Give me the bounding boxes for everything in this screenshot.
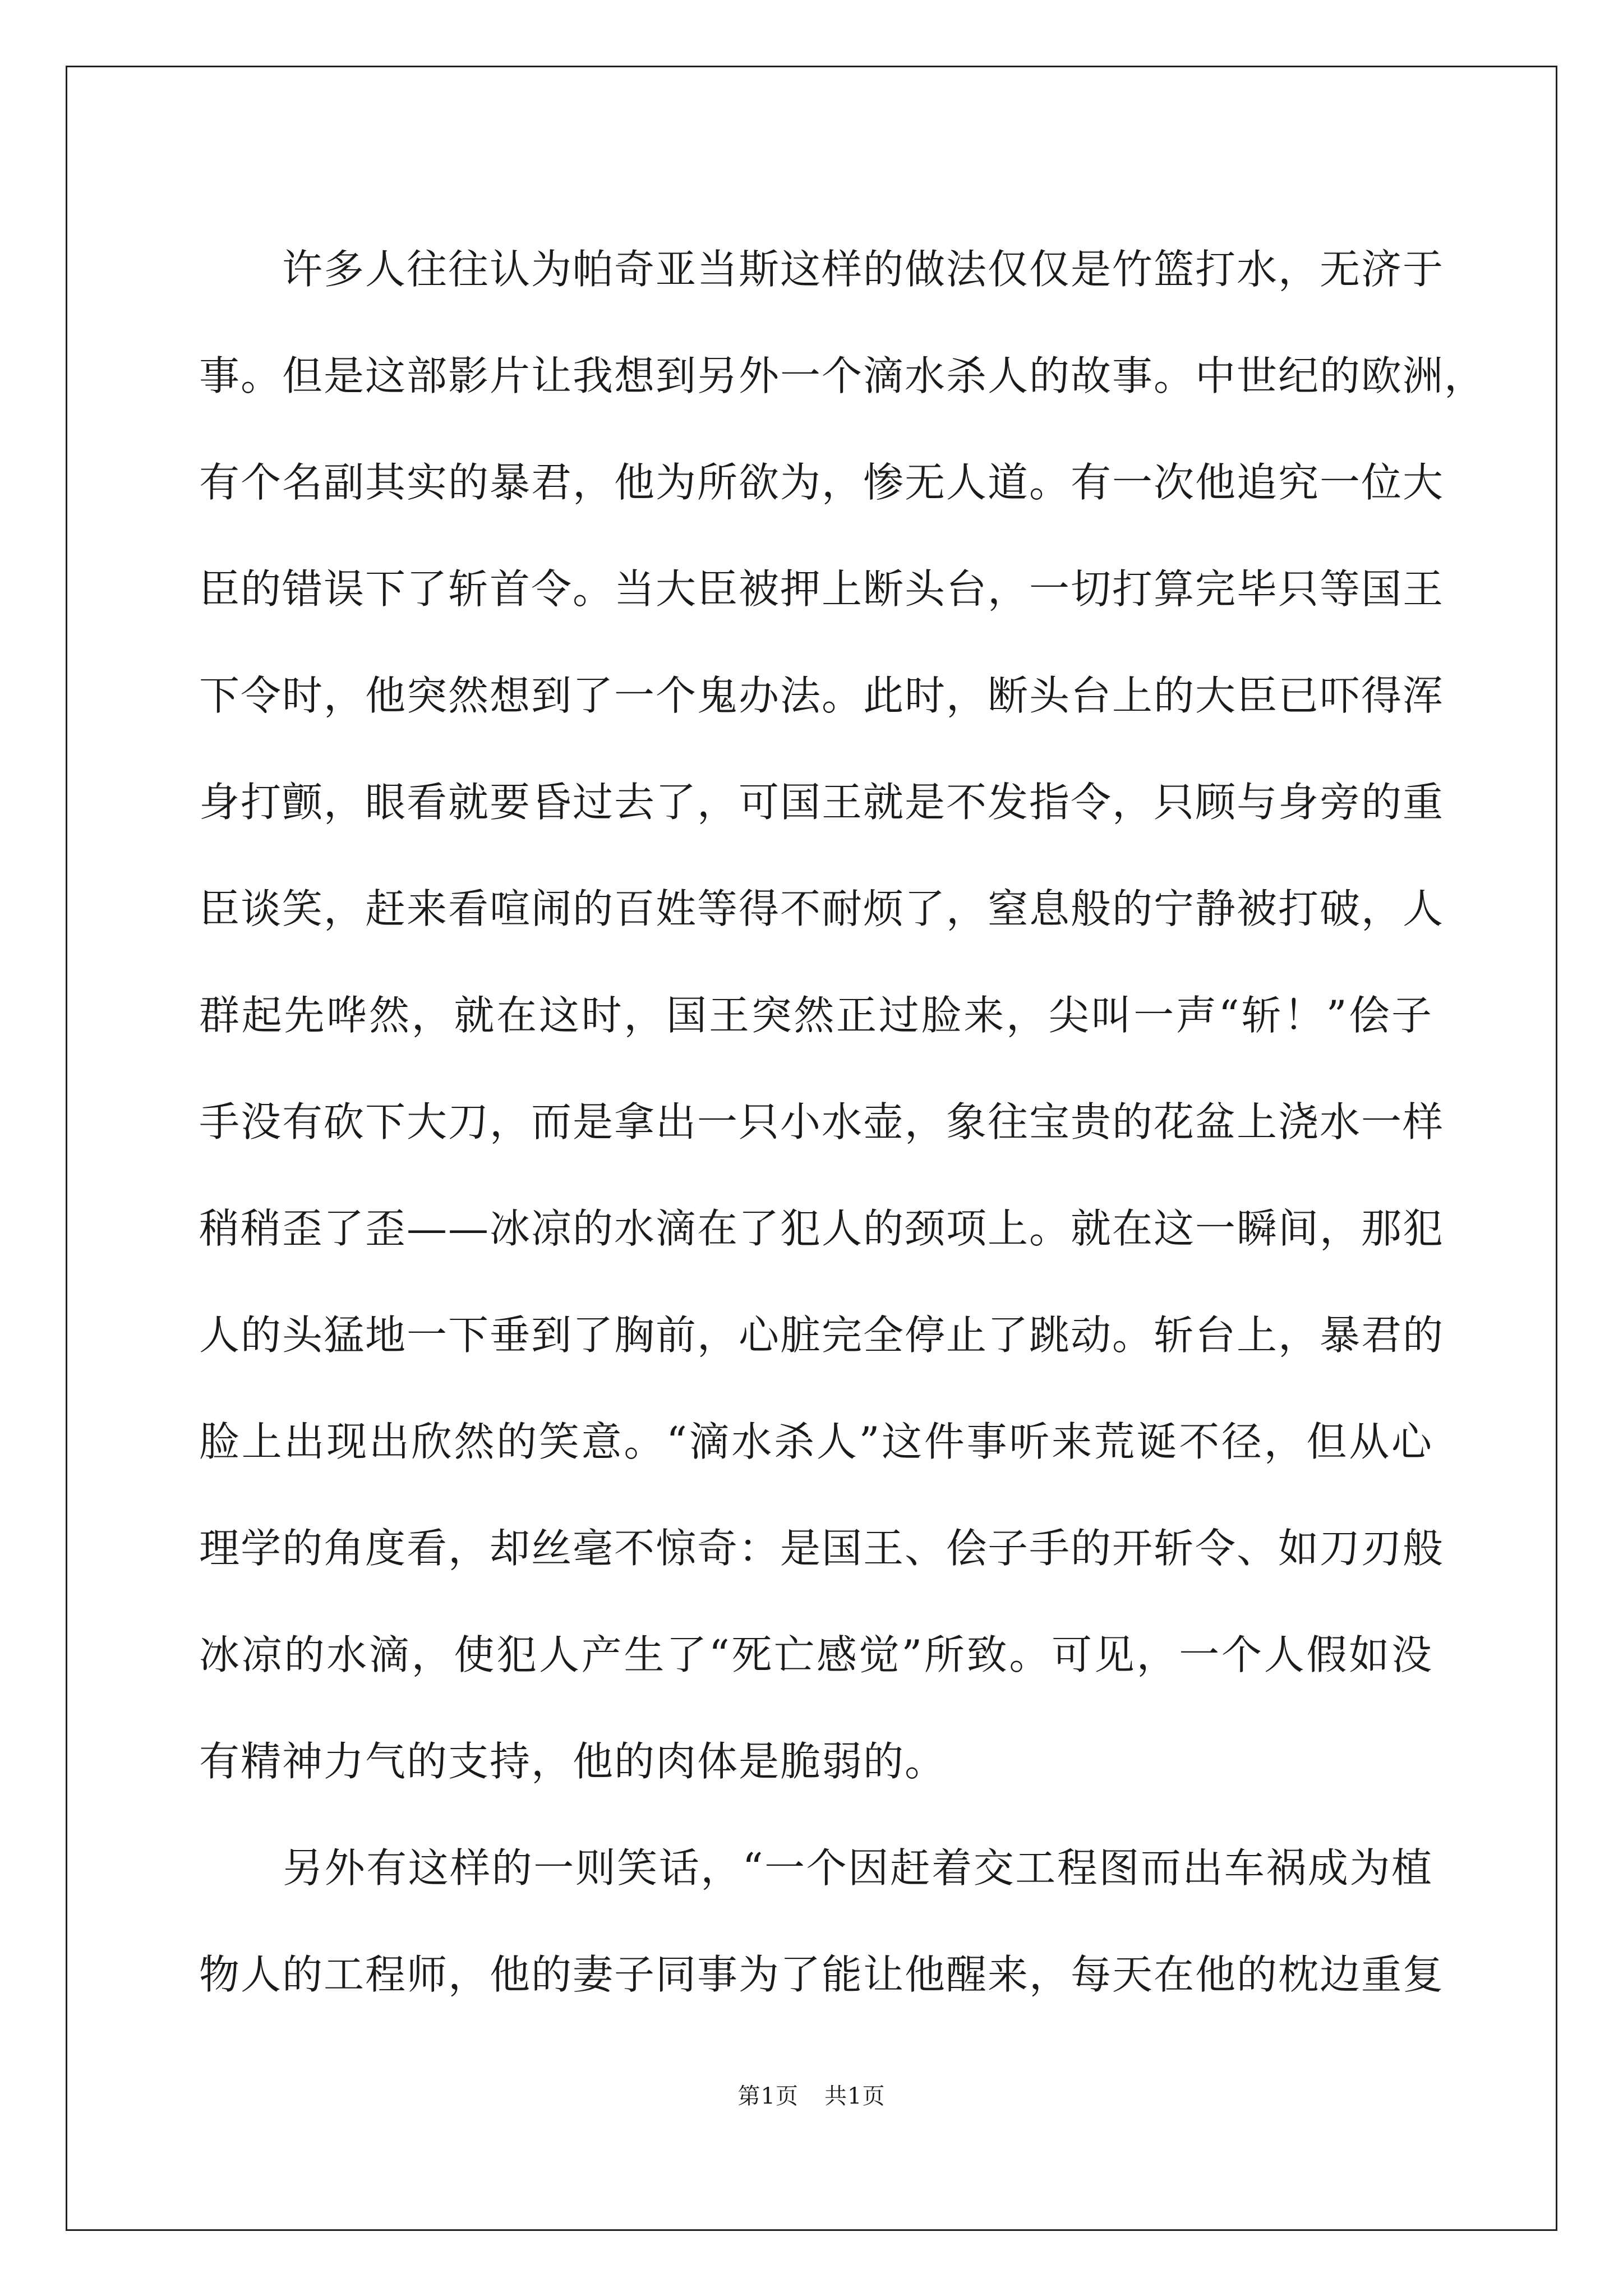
page-number-total: 共1页 [824, 2083, 886, 2109]
text-line: 理学的角度看，却丝毫不惊奇：是国王、侩子手的开斩令、如刀刃般 [199, 1525, 1445, 1572]
text-line: 事。但是这部影片让我想到另外一个滴水杀人的故事。中世纪的欧洲， [199, 352, 1486, 399]
text-line: 下令时，他突然想到了一个鬼办法。此时，断头台上的大臣已吓得浑 [199, 672, 1445, 719]
text-line: 冰凉的水滴，使犯人产生了“死亡感觉”所致。可见，一个人假如没 [199, 1631, 1433, 1678]
page-number-current: 第1页 [737, 2083, 799, 2109]
text-line: 有精神力气的支持，他的肉体是脆弱的。 [199, 1738, 947, 1785]
text-line: 物人的工程师，他的妻子同事为了能让他醒来，每天在他的枕边重复 [199, 1951, 1445, 1998]
text-line: 手没有砍下大刀，而是拿出一只小水壶，象往宝贵的花盆上浇水一样 [199, 1098, 1445, 1145]
text-line: 许多人往往认为帕奇亚当斯这样的做法仅仅是竹篮打水，无济于 [199, 246, 1445, 293]
text-line: 另外有这样的一则笑话，“一个因赶着交工程图而出车祸成为植 [199, 1844, 1433, 1892]
text-line: 人的头猛地一下垂到了胸前，心脏完全停止了跳动。斩台上，暴君的 [199, 1312, 1445, 1359]
text-line: 脸上出现出欣然的笑意。“滴水杀人”这件事听来荒诞不径，但从心 [199, 1418, 1433, 1465]
text-line: 稍稍歪了歪——冰凉的水滴在了犯人的颈项上。就在这一瞬间，那犯 [199, 1205, 1445, 1252]
text-line: 群起先哗然，就在这时，国王突然正过脸来，尖叫一声“斩！”侩子 [199, 992, 1433, 1039]
text-line: 臣谈笑，赶来看喧闹的百姓等得不耐烦了，窒息般的宁静被打破，人 [199, 885, 1445, 932]
page-footer [0, 2078, 1623, 2110]
text-line: 臣的错误下了斩首令。当大臣被押上断头台，一切打算完毕只等国王 [199, 565, 1445, 613]
text-line: 有个名副其实的暴君，他为所欲为，惨无人道。有一次他追究一位大 [199, 459, 1445, 506]
document-body [199, 216, 1486, 2028]
text-line: 身打颤，眼看就要昏过去了，可国王就是不发指令，只顾与身旁的重 [199, 779, 1445, 826]
